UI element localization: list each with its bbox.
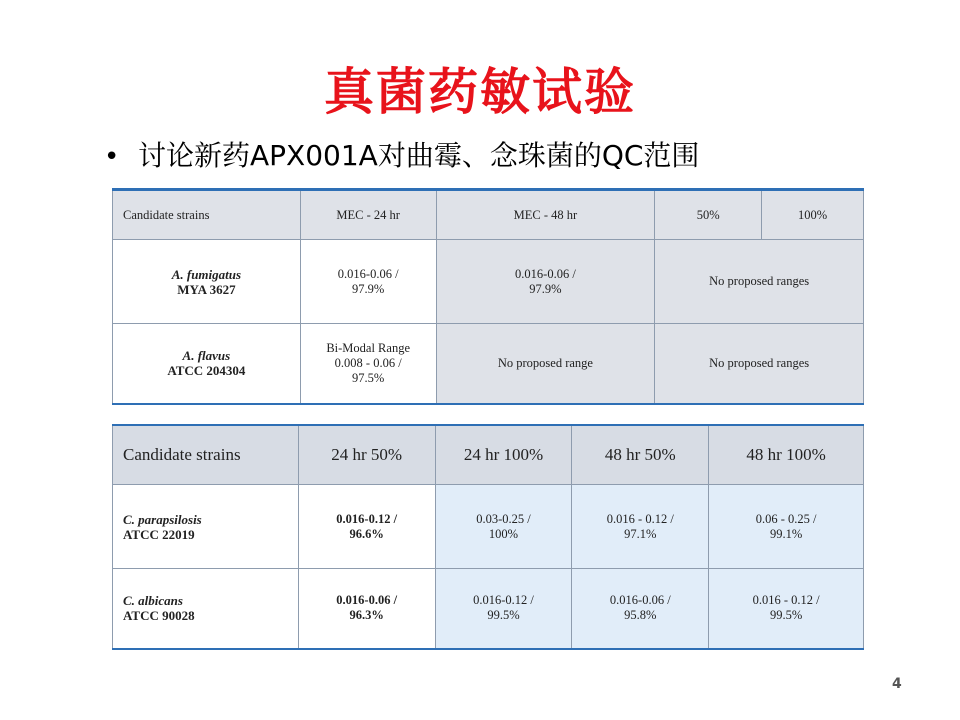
percent-text: 99.1% <box>769 526 803 541</box>
table-row <box>113 485 864 569</box>
aspergillus-qc-table <box>112 188 864 405</box>
header-cell: 48 hr 100% <box>709 425 864 485</box>
percent-text: 99.5% <box>487 608 520 623</box>
strain-id: ATCC 22019 <box>123 526 195 542</box>
range-label: Bi-Modal Range <box>326 340 410 355</box>
table-row <box>113 324 864 404</box>
percent-text: 100% <box>488 526 519 541</box>
strain-id: ATCC 90028 <box>123 608 195 624</box>
range-text: 0.016-0.12 / <box>473 593 534 608</box>
value-cell <box>572 569 709 649</box>
strain-cell <box>113 485 299 569</box>
header-cell: 50% <box>655 190 762 240</box>
percent-text: 96.3% <box>349 608 384 623</box>
value-cell <box>435 485 572 569</box>
value-cell <box>298 485 435 569</box>
value-cell <box>709 485 864 569</box>
range-text: 0.016-0.06 / <box>336 593 398 608</box>
table-row <box>113 240 864 324</box>
range-text: 0.016-0.12 / <box>336 511 398 526</box>
range-text: 0.016 - 0.12 / <box>606 511 674 526</box>
bullet-text: 讨论新药APX001A对曲霉、念珠菌的QC范围 <box>138 139 700 172</box>
mec-24-cell <box>300 324 436 404</box>
page-number: 4 <box>892 676 902 692</box>
percent-text: 97.9% <box>352 281 385 296</box>
percent-range-cell: No proposed ranges <box>655 240 864 324</box>
species-name: A. fumigatus <box>171 266 242 282</box>
strain-cell <box>113 240 301 324</box>
header-cell: Candidate strains <box>113 190 301 240</box>
strain-id: MYA 3627 <box>177 281 236 297</box>
header-cell: Candidate strains <box>113 425 299 485</box>
candida-qc-table <box>112 424 864 650</box>
header-cell: 24 hr 100% <box>435 425 572 485</box>
mec-48-cell <box>436 240 655 324</box>
percent-text: 97.1% <box>624 526 657 541</box>
range-text: 0.016-0.06 / <box>337 266 399 281</box>
table-header-row <box>113 190 864 240</box>
bullet-point <box>104 134 699 174</box>
value-cell <box>435 569 572 649</box>
value-cell <box>298 569 435 649</box>
range-text: 0.016 - 0.12 / <box>752 593 820 608</box>
range-text: 0.06 - 0.25 / <box>755 511 817 526</box>
value-cell <box>709 569 864 649</box>
mec-48-cell <box>436 324 655 404</box>
range-text: 0.016-0.06 / <box>609 593 671 608</box>
percent-text: 97.5% <box>352 370 385 385</box>
header-cell: 100% <box>762 190 864 240</box>
header-cell: 24 hr 50% <box>298 425 435 485</box>
percent-range-cell: No proposed ranges <box>655 324 864 404</box>
strain-id: ATCC 204304 <box>167 363 246 379</box>
mec-24-cell <box>300 240 436 324</box>
range-text: 0.008 - 0.06 / <box>334 355 402 370</box>
range-text: 0.016-0.06 / <box>515 266 576 281</box>
bullet-icon: • <box>104 142 120 172</box>
header-cell: MEC - 48 hr <box>436 190 655 240</box>
header-cell: 48 hr 50% <box>572 425 709 485</box>
species-name: A. flavus <box>182 348 231 364</box>
strain-cell <box>113 324 301 404</box>
percent-text: 97.9% <box>529 281 562 296</box>
percent-text: 96.6% <box>349 526 384 541</box>
percent-text: 99.5% <box>769 608 803 623</box>
slide-title: 真菌药敏试验 <box>324 62 636 121</box>
species-name: C. albicans <box>123 593 183 609</box>
value-cell <box>572 485 709 569</box>
table-row <box>113 569 864 649</box>
header-cell: MEC - 24 hr <box>300 190 436 240</box>
species-name: C. parapsilosis <box>123 511 202 527</box>
percent-text: 95.8% <box>624 608 657 623</box>
table-header-row <box>113 425 864 485</box>
strain-cell <box>113 569 299 649</box>
range-text: 0.03-0.25 / <box>476 511 531 526</box>
range-text: No proposed range <box>497 355 593 370</box>
